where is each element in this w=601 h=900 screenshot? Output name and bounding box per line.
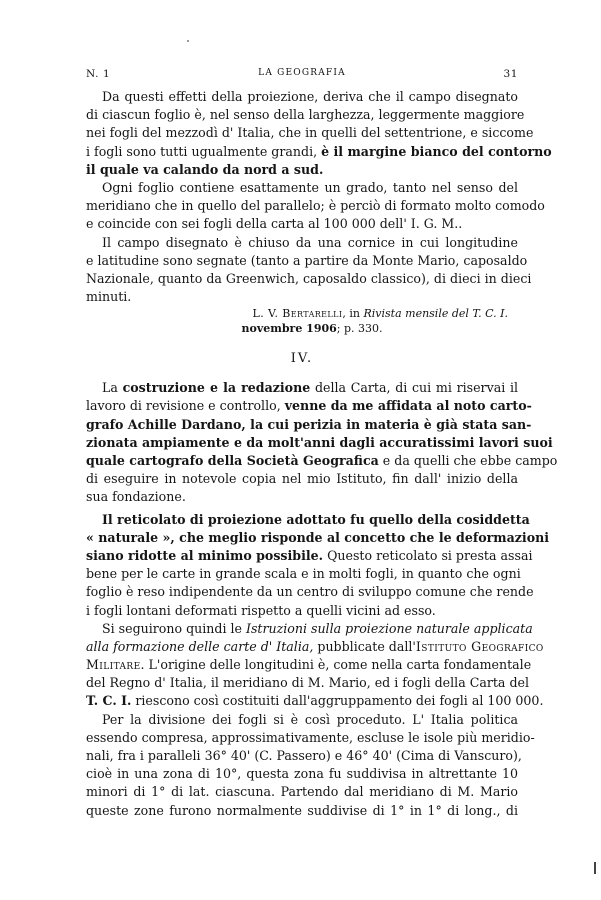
text-run: . L'origine delle longitudini è, come nella carta fondamentale (140, 657, 532, 673)
bold-run: siano ridotte al minimo possibile. (86, 547, 324, 563)
smallcaps-run: Istituto Geografico (415, 638, 544, 654)
section-heading: IV. (290, 351, 314, 367)
text-line (86, 692, 544, 710)
text-line: essendo compresa, approssimativamente, escluse le isole più meridio- (86, 729, 535, 745)
text-run: pubblicate dall' (313, 638, 416, 654)
text-line: meridiano che in quello del parallelo; è perciò di formato molto comodo (86, 198, 545, 214)
paragraph-frame (86, 234, 532, 307)
text-line: Il campo disegnato è chiuso da una cornice in cui longitudine (102, 234, 518, 250)
text-line (86, 638, 544, 656)
text-line: e latitudine sono segnate (tanto a partire da Monte Mario, caposaldo (86, 252, 528, 268)
text-line: Ogni foglio contiene esattamente un grado, tanto nel senso del (102, 179, 518, 195)
text-run: Si seguirono quindi le (102, 620, 246, 636)
text-line: cioè in una zona di 10°, questa zona fu suddivisa in altrettante 10 (86, 766, 518, 782)
bold-line: Il reticolato di proiezione adottato fu quello della cosiddetta (102, 511, 530, 527)
paragraph-instructions (86, 620, 544, 711)
paragraph-projection-effects (86, 88, 552, 179)
bold-line: zionata ampiamente e da molt'anni dagli accuratissimi lavori suoi (86, 434, 553, 450)
text-line (86, 379, 518, 397)
bold-line: il quale va calando da nord a sud. (86, 161, 324, 177)
citation-date: novembre 1906 (241, 322, 337, 336)
text-run: lavoro di revisione e controllo, (86, 398, 285, 414)
text-line (86, 397, 532, 415)
text-line: Per la divisione dei fogli si è così proceduto. L' Italia politica (102, 711, 518, 727)
text-line: minori di 1° di lat. ciascuna. Partendo dal meridiano di M. Mario (86, 784, 518, 800)
text-line: nei fogli del mezzodì d' Italia, che in quelli del settentrione, e siccome (86, 125, 534, 141)
text-line: Nazionale, quanto da Greenwich, caposaldo classico), di dieci in dieci (86, 270, 532, 286)
text-run: riescono così costituiti dall'aggruppamento dei fogli al 100 000. (131, 693, 544, 709)
citation-in: , in (342, 307, 364, 321)
text-line: di ciascun foglio è, nel senso della larghezza, leggermente maggiore (86, 107, 525, 123)
page-edge-mark (594, 862, 596, 874)
bold-run: costruzione e la redazione (122, 380, 311, 396)
text-run: La (102, 380, 123, 396)
smallcaps-run: Militare (86, 657, 141, 673)
text-line (86, 143, 552, 161)
text-line (86, 452, 558, 470)
bold-run: T. C. I. (86, 693, 132, 709)
text-run: e da quelli che ebbe campo (378, 453, 558, 468)
page-number: 31 (503, 68, 518, 80)
text-line: sua fondazione. (86, 489, 186, 505)
text-line: Da questi effetti della proiezione, deriva che il campo disegnato (102, 89, 518, 104)
text-run: i fogli sono tutti ugualmente grandi, (86, 143, 322, 159)
text-line: queste zone furono normalmente suddivise di 1° in 1° di long., di (86, 802, 518, 818)
page-body (86, 88, 558, 820)
paragraph-construction (86, 379, 558, 506)
paragraph-sheet-format (86, 179, 545, 234)
text-line: foglio è reso indipendente da un centro di sviluppo comune che rende (86, 584, 534, 600)
bold-run: è il margine bianco del contorno (321, 143, 552, 159)
citation-date-line (86, 321, 518, 336)
paragraph-division (86, 711, 535, 820)
citation-journal: Rivista mensile del T. C. I. (363, 307, 508, 321)
text-line: di eseguire in notevole copia nel mio Istituto, fin dall' inizio della (86, 471, 518, 487)
bold-line: grafo Achille Dardano, la cui perizia in materia è già stata san- (86, 416, 532, 432)
text-run: Questo reticolato si presta assai (323, 547, 533, 563)
issue-number: N. 1 (86, 68, 111, 80)
citation-author: L. V. Bertarelli (252, 307, 343, 321)
citation-page: ; p. 330. (336, 322, 383, 336)
text-line: minuti. (86, 289, 132, 305)
text-line (86, 547, 533, 565)
italic-run: alla formazione delle carte d' Italia, (86, 638, 314, 654)
text-line: nali, fra i paralleli 36° 40' (C. Passero) e 46° 40' (Cima di Vanscuro), (86, 748, 522, 763)
bold-run: quale cartografo della Società Geografica (86, 453, 379, 468)
text-line: bene per le carte in grande scala e in molti fogli, in quanto che ogni (86, 566, 521, 582)
scan-speck (187, 40, 189, 42)
text-line: del Regno d' Italia, il meridiano di M. Mario, ed i fogli della Carta del (86, 675, 529, 691)
bold-line: « naturale », che meglio risponde al concetto che le deformazioni (86, 529, 550, 545)
text-line (86, 656, 532, 674)
bold-run: venne da me affidata al noto carto- (284, 398, 532, 414)
italic-run: Istruzioni sulla proiezione naturale applicata (245, 620, 533, 636)
journal-title: LA GEOGRAFIA (258, 68, 346, 78)
citation (86, 306, 518, 321)
text-line: e coincide con sei fogli della carta al 100 000 dell' I. G. M.. (86, 216, 463, 232)
paragraph-grid (86, 511, 550, 620)
text-line: i fogli lontani deformati rispetto a quelli vicini ad esso. (86, 602, 436, 618)
text-run: della Carta, di cui mi riservai il (310, 380, 519, 396)
text-line (86, 620, 533, 638)
